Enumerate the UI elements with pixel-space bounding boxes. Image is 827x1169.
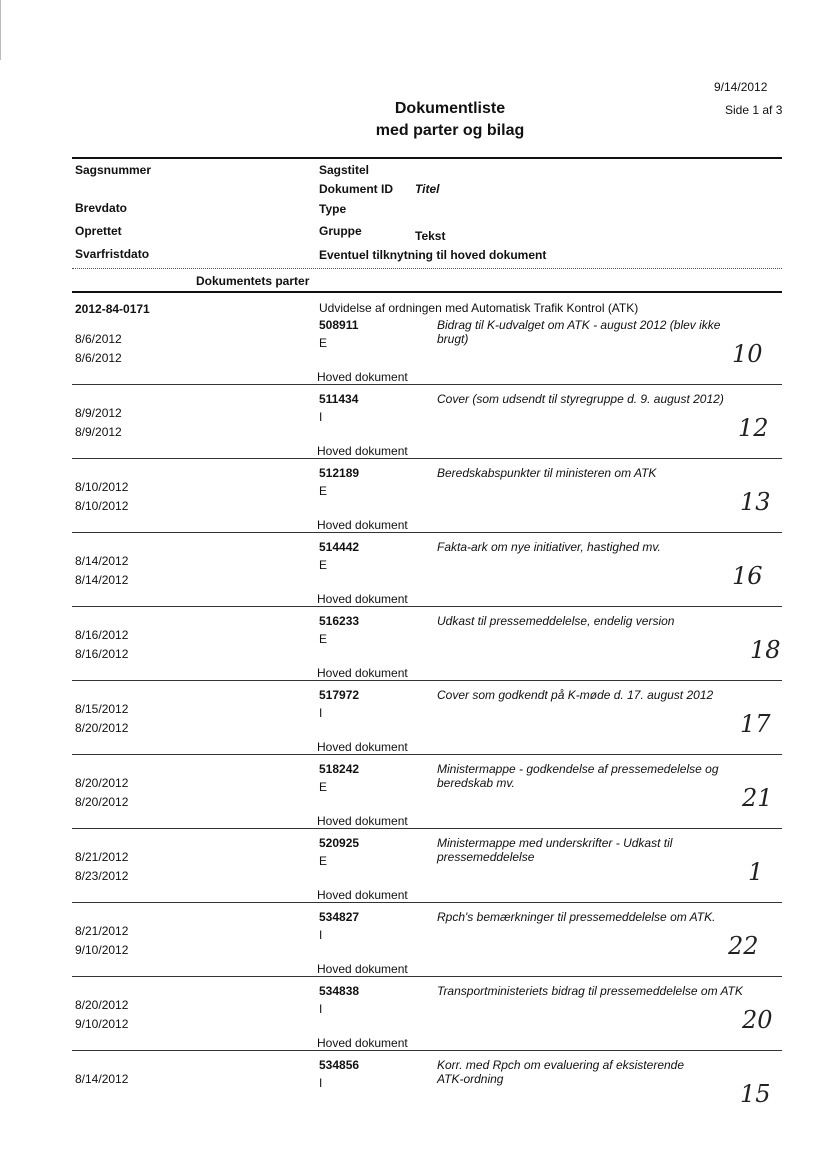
brevdato-value: 8/21/2012 bbox=[75, 924, 129, 938]
document-id: 520925 bbox=[319, 836, 360, 850]
document-id: 517972 bbox=[319, 688, 360, 702]
document-title-continued: pressemeddelelse bbox=[437, 850, 535, 864]
col-tilknytning: Eventuel tilknytning til hoved dokument bbox=[319, 248, 547, 262]
document-id: 511434 bbox=[319, 392, 359, 406]
oprettet-value: 8/20/2012 bbox=[75, 795, 129, 809]
row-divider bbox=[72, 532, 782, 533]
oprettet-value: 8/6/2012 bbox=[75, 351, 122, 365]
row-divider bbox=[72, 902, 782, 903]
handwritten-page-number: 22 bbox=[728, 932, 759, 960]
oprettet-value: 8/16/2012 bbox=[75, 647, 129, 661]
row-divider bbox=[72, 680, 782, 681]
document-type: E bbox=[319, 780, 328, 794]
document-title-line2: med parter og bilag bbox=[375, 122, 525, 139]
row-divider bbox=[72, 754, 782, 755]
col-svarfristdato: Svarfristdato bbox=[75, 247, 150, 261]
brevdato-value: 8/21/2012 bbox=[75, 850, 129, 864]
handwritten-page-number: 13 bbox=[740, 488, 771, 516]
handwritten-page-number: 21 bbox=[742, 784, 773, 812]
hoved-dokument-label: Hoved dokument bbox=[317, 814, 408, 828]
row-divider bbox=[72, 384, 782, 385]
document-title: Beredskabspunkter til ministeren om ATK bbox=[437, 466, 657, 480]
col-dokument-id: Dokument ID bbox=[319, 182, 394, 196]
document-title-continued: beredskab mv. bbox=[437, 776, 515, 790]
brevdato-value: 8/9/2012 bbox=[75, 406, 122, 420]
document-title-continued: brugt) bbox=[437, 332, 469, 346]
row-divider bbox=[72, 976, 782, 977]
oprettet-value: 9/10/2012 bbox=[75, 943, 129, 957]
brevdato-value: 8/10/2012 bbox=[75, 480, 129, 494]
hoved-dokument-label: Hoved dokument bbox=[317, 888, 408, 902]
case-number: 2012-84-0171 bbox=[75, 302, 150, 316]
brevdato-value: 8/14/2012 bbox=[75, 1072, 129, 1086]
case-title: Udvidelse af ordningen med Automatisk Trafik Kontrol (ATK) bbox=[319, 301, 639, 315]
brevdato-value: 8/20/2012 bbox=[75, 998, 129, 1012]
oprettet-value: 8/23/2012 bbox=[75, 869, 129, 883]
handwritten-page-number: 16 bbox=[732, 562, 763, 590]
document-id: 534856 bbox=[319, 1058, 360, 1072]
document-type: E bbox=[319, 484, 328, 498]
brevdato-value: 8/14/2012 bbox=[75, 554, 129, 568]
oprettet-value: 8/10/2012 bbox=[75, 499, 129, 513]
hoved-dokument-label: Hoved dokument bbox=[317, 962, 408, 976]
header-rule bbox=[72, 157, 782, 159]
col-oprettet: Oprettet bbox=[75, 224, 122, 238]
row-divider bbox=[72, 606, 782, 607]
document-type: E bbox=[319, 558, 328, 572]
document-id: 516233 bbox=[319, 614, 360, 628]
handwritten-page-number: 20 bbox=[742, 1006, 773, 1034]
oprettet-value: 9/10/2012 bbox=[75, 1017, 129, 1031]
oprettet-value: 8/9/2012 bbox=[75, 425, 122, 439]
col-sagsnummer: Sagsnummer bbox=[75, 163, 152, 177]
hoved-dokument-label: Hoved dokument bbox=[317, 518, 408, 532]
document-title: Fakta-ark om nye initiativer, hastighed mv. bbox=[437, 540, 661, 554]
hoved-dokument-label: Hoved dokument bbox=[317, 370, 408, 384]
document-type: E bbox=[319, 854, 328, 868]
document-id: 534838 bbox=[319, 984, 360, 998]
document-title: Bidrag til K-udvalget om ATK - august 2012 (blev ikke bbox=[437, 318, 721, 332]
row-divider bbox=[72, 458, 782, 459]
col-brevdato: Brevdato bbox=[75, 201, 128, 215]
document-id: 518242 bbox=[319, 762, 360, 776]
document-type: I bbox=[319, 410, 323, 424]
page-number: Side 1 af 3 bbox=[725, 103, 783, 117]
handwritten-page-number: 17 bbox=[740, 710, 771, 738]
header-dotted-rule bbox=[72, 268, 782, 269]
document-type: E bbox=[319, 336, 328, 350]
handwritten-page-number: 18 bbox=[750, 636, 781, 664]
document-title: Cover (som udsendt til styregruppe d. 9. august 2012) bbox=[437, 392, 724, 406]
scan-edge bbox=[0, 0, 5, 60]
document-title: Transportministeriets bidrag til pressemeddelelse om ATK bbox=[437, 984, 743, 998]
handwritten-page-number: 10 bbox=[732, 340, 763, 368]
document-title: Cover som godkendt på K-møde d. 17. august 2012 bbox=[437, 688, 714, 702]
row-divider bbox=[72, 1050, 782, 1051]
columns-rule bbox=[72, 291, 782, 293]
col-titel: Titel bbox=[415, 182, 440, 196]
document-type: I bbox=[319, 706, 323, 720]
document-title-line1: Dokumentliste bbox=[394, 100, 506, 117]
document-id: 534827 bbox=[319, 910, 360, 924]
document-type: I bbox=[319, 1002, 323, 1016]
document-title: Udkast til pressemeddelelse, endelig version bbox=[437, 614, 675, 628]
document-title: Ministermappe - godkendelse af pressemedelelse og bbox=[437, 762, 719, 776]
document-title: Rpch's bemærkninger til pressemeddelelse om ATK. bbox=[437, 910, 716, 924]
print-date: 9/14/2012 bbox=[714, 80, 768, 94]
document-id: 508911 bbox=[319, 318, 359, 332]
hoved-dokument-label: Hoved dokument bbox=[317, 592, 408, 606]
col-type: Type bbox=[319, 202, 347, 216]
document-title: Ministermappe med underskrifter - Udkast til bbox=[437, 836, 673, 850]
brevdato-value: 8/15/2012 bbox=[75, 702, 129, 716]
document-title: Korr. med Rpch om evaluering af eksisterende bbox=[437, 1058, 685, 1072]
brevdato-value: 8/16/2012 bbox=[75, 628, 129, 642]
col-sagstitel: Sagstitel bbox=[319, 163, 370, 177]
row-divider bbox=[72, 828, 782, 829]
hoved-dokument-label: Hoved dokument bbox=[317, 740, 408, 754]
brevdato-value: 8/20/2012 bbox=[75, 776, 129, 790]
hoved-dokument-label: Hoved dokument bbox=[317, 444, 408, 458]
document-type: I bbox=[319, 1076, 323, 1090]
document-id: 514442 bbox=[319, 540, 360, 554]
handwritten-page-number: 12 bbox=[738, 414, 769, 442]
brevdato-value: 8/6/2012 bbox=[75, 332, 122, 346]
col-gruppe: Gruppe bbox=[319, 224, 362, 238]
handwritten-page-number: 1 bbox=[748, 858, 764, 886]
col-parter: Dokumentets parter bbox=[196, 274, 310, 288]
document-type: I bbox=[319, 928, 323, 942]
handwritten-page-number: 15 bbox=[740, 1080, 771, 1108]
document-title-continued: ATK-ordning bbox=[437, 1072, 504, 1086]
document-id: 512189 bbox=[319, 466, 360, 480]
oprettet-value: 8/14/2012 bbox=[75, 573, 129, 587]
oprettet-value: 8/20/2012 bbox=[75, 721, 129, 735]
hoved-dokument-label: Hoved dokument bbox=[317, 666, 408, 680]
document-type: E bbox=[319, 632, 328, 646]
hoved-dokument-label: Hoved dokument bbox=[317, 1036, 408, 1050]
col-tekst: Tekst bbox=[415, 229, 446, 243]
